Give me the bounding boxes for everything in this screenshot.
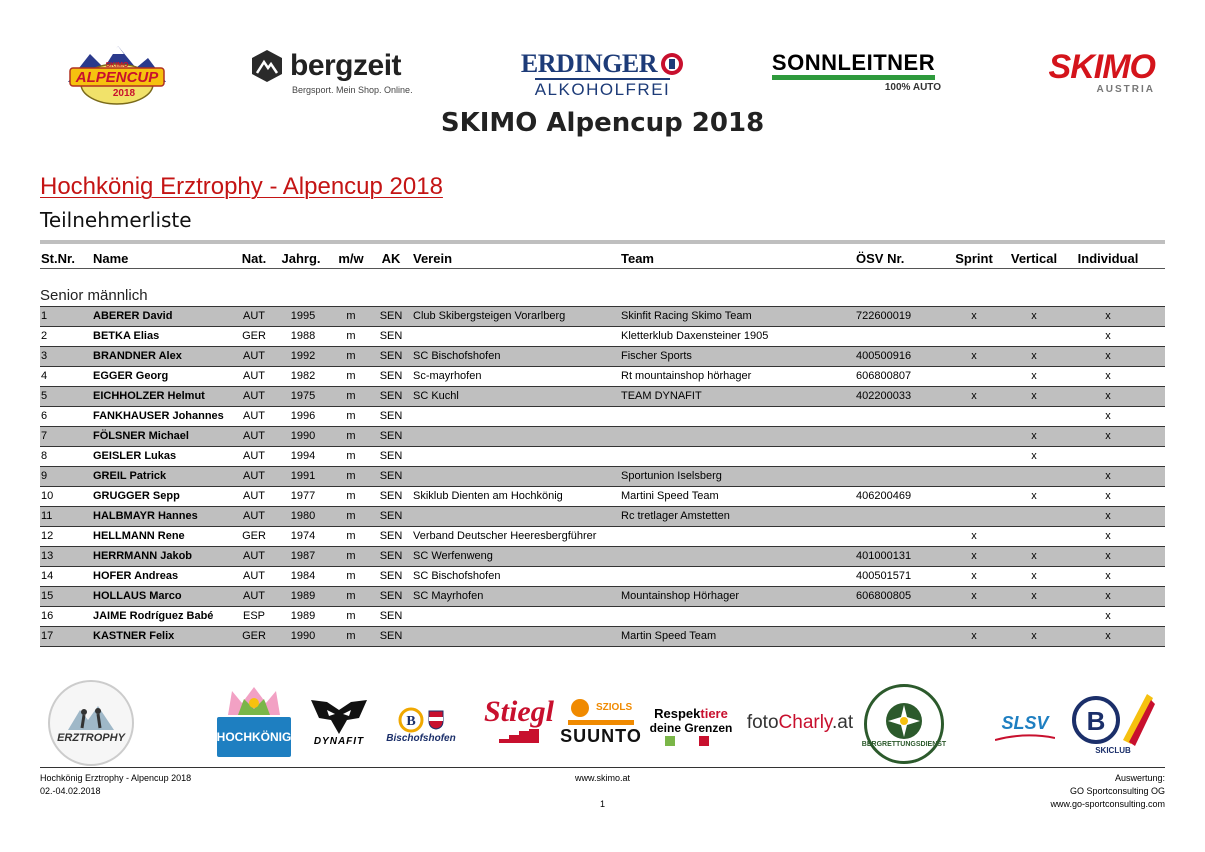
stairs-icon — [499, 729, 539, 743]
cell-nat: AUT — [243, 450, 265, 462]
page-number: 1 — [599, 799, 605, 809]
participant-table — [40, 240, 1165, 642]
dynafit-logo — [300, 690, 378, 752]
cell-vertical: x — [1031, 370, 1037, 382]
cell-verein: Verband Deutscher Heeresbergführer — [413, 530, 597, 542]
header-stnr: St.Nr. — [41, 251, 75, 266]
cell-verein: Sc-mayrhofen — [413, 370, 482, 382]
cell-name: KASTNER Felix — [93, 630, 175, 642]
svg-text:2018: 2018 — [112, 88, 136, 99]
cell-ak: SEN — [379, 350, 403, 362]
table-header-row — [40, 244, 1165, 269]
cell-jahrg: 1992 — [290, 350, 316, 362]
skiclub-b-icon — [1071, 690, 1121, 746]
table-row — [40, 387, 1165, 407]
cell-nat: AUT — [243, 550, 265, 562]
footer-event-dates: 02.-04.02.2018 — [40, 786, 101, 796]
page-title: SKIMO Alpencup 2018 — [440, 108, 765, 138]
header-team: Team — [621, 251, 654, 266]
table-row — [40, 587, 1165, 607]
cell-osv: 402200033 — [856, 390, 912, 402]
cell-individual: x — [1105, 430, 1111, 442]
cell-sprint: x — [971, 590, 977, 602]
footer-website: www.skimo.at — [574, 773, 630, 783]
cell-nat: AUT — [243, 390, 265, 402]
cell-ak: SEN — [379, 590, 403, 602]
skiclub-flag-icon — [1121, 690, 1155, 746]
slsv-logo — [990, 706, 1060, 748]
cell-stnr: 9 — [41, 470, 48, 482]
cell-verein: SC Werfenweng — [413, 550, 493, 562]
cell-team: Fischer Sports — [621, 350, 692, 362]
cell-team: Martini Speed Team — [621, 490, 719, 502]
table-row — [40, 607, 1165, 627]
cell-individual: x — [1105, 490, 1111, 502]
cell-sprint: x — [971, 310, 977, 322]
cell-jahrg: 1994 — [290, 450, 316, 462]
cell-jahrg: 1995 — [290, 310, 316, 322]
bergzeit-tagline: Bergsport. Mein Shop. Online. — [292, 85, 413, 95]
cell-ak: SEN — [379, 550, 403, 562]
cell-name: BETKA Elias — [93, 330, 160, 342]
cell-name: HALBMAYR Hannes — [93, 510, 198, 522]
cell-stnr: 7 — [41, 430, 48, 442]
sonnleitner-logo — [766, 50, 941, 94]
cell-stnr: 13 — [41, 550, 54, 562]
header-sprint: Sprint — [955, 251, 993, 266]
cell-nat: GER — [242, 330, 266, 342]
cell-nat: AUT — [243, 350, 265, 362]
cell-individual: x — [1105, 530, 1111, 542]
cell-ak: SEN — [379, 570, 403, 582]
table-row — [40, 327, 1165, 347]
cell-ak: SEN — [379, 390, 403, 402]
cell-nat: AUT — [243, 490, 265, 502]
cell-team: Skinfit Racing Skimo Team — [621, 310, 752, 322]
cell-stnr: 16 — [41, 610, 54, 622]
bischofshofen-wordmark: Bischofshofen — [386, 732, 456, 744]
cell-vertical: x — [1031, 390, 1037, 402]
cell-nat: GER — [242, 530, 266, 542]
cell-sprint: x — [971, 530, 977, 542]
cell-name: ABERER David — [93, 310, 173, 322]
stiegl-logo — [483, 688, 555, 750]
table-row — [40, 507, 1165, 527]
header-name: Name — [93, 251, 129, 266]
svg-text:SKIMO: SKIMO — [105, 62, 129, 69]
cell-sprint: x — [971, 630, 977, 642]
skimo-austria-logo — [1020, 44, 1155, 100]
cell-name: BRANDNER Alex — [93, 350, 182, 362]
cell-jahrg: 1990 — [290, 630, 316, 642]
cell-jahrg: 1982 — [290, 370, 316, 382]
cell-nat: ESP — [242, 610, 265, 622]
svg-text:SZIOLS: SZIOLS — [596, 701, 633, 713]
list-title: Teilnehmerliste — [40, 208, 192, 232]
sziols-sun-icon — [566, 696, 636, 726]
cell-jahrg: 1987 — [290, 550, 316, 562]
erztrophy-logo — [48, 680, 134, 766]
cell-mw: m — [346, 610, 356, 622]
cell-vertical: x — [1031, 570, 1037, 582]
cell-stnr: 14 — [41, 570, 54, 582]
cell-ak: SEN — [379, 430, 403, 442]
cell-vertical: x — [1031, 350, 1037, 362]
respektiere-logo — [648, 696, 734, 756]
respektiere-subline: deine Grenzen — [649, 720, 733, 735]
cell-vertical: x — [1031, 450, 1037, 462]
cell-ak: SEN — [379, 310, 403, 322]
table-row — [40, 447, 1165, 467]
cell-ak: SEN — [379, 510, 403, 522]
cell-stnr: 4 — [41, 370, 48, 382]
table-row — [40, 427, 1165, 447]
table-row — [40, 367, 1165, 387]
cell-vertical: x — [1031, 430, 1037, 442]
cell-mw: m — [346, 450, 356, 462]
cell-jahrg: 1990 — [290, 430, 316, 442]
footer-company: GO Sportconsulting OG — [1069, 786, 1165, 796]
cell-team: Rc tretlager Amstetten — [621, 510, 730, 522]
bergrettung-wordmark: BERGRETTUNGSDIENST — [861, 740, 947, 748]
cell-mw: m — [346, 470, 356, 482]
cell-mw: m — [346, 510, 356, 522]
cell-sprint: x — [971, 570, 977, 582]
svg-text:B: B — [406, 713, 416, 729]
cell-name: FÖLSNER Michael — [93, 430, 189, 442]
cell-stnr: 2 — [41, 330, 48, 342]
header-osv: ÖSV Nr. — [856, 251, 905, 266]
fotocharly-logo — [744, 705, 856, 741]
bergzeit-wordmark: bergzeit — [290, 49, 402, 82]
cell-name: GRUGGER Sepp — [93, 490, 180, 502]
cell-team: Kletterklub Daxensteiner 1905 — [621, 330, 769, 342]
table-row — [40, 567, 1165, 587]
header-nat: Nat. — [241, 251, 267, 266]
cell-jahrg: 1977 — [290, 490, 316, 502]
cell-individual: x — [1105, 330, 1111, 342]
cell-nat: AUT — [243, 470, 265, 482]
cell-osv: 400500916 — [856, 350, 912, 362]
stiegl-wordmark: Stiegl — [483, 695, 554, 728]
cell-jahrg: 1975 — [290, 390, 316, 402]
cell-stnr: 6 — [41, 410, 48, 422]
table-body — [40, 306, 1165, 647]
table-row — [40, 467, 1165, 487]
table-row — [40, 547, 1165, 567]
cell-vertical: x — [1031, 490, 1037, 502]
cell-team: Mountainshop Hörhager — [621, 590, 740, 602]
cell-individual: x — [1105, 610, 1111, 622]
erztrophy-wordmark: ERZTROPHY — [57, 732, 125, 744]
cell-mw: m — [346, 550, 356, 562]
cell-vertical: x — [1031, 630, 1037, 642]
header-verein: Verein — [413, 251, 453, 266]
edelweiss-icon — [884, 701, 924, 741]
suunto-logo — [560, 686, 642, 756]
header-mw: m/w — [338, 251, 364, 266]
cell-stnr: 11 — [41, 510, 53, 522]
cell-osv: 401000131 — [856, 550, 912, 562]
cell-mw: m — [346, 330, 356, 342]
table-row — [40, 407, 1165, 427]
cell-verein: SC Bischofshofen — [413, 350, 501, 362]
hochkoenig-logo — [215, 683, 293, 759]
cell-mw: m — [346, 570, 356, 582]
footer-company-url: www.go-sportconsulting.com — [1050, 799, 1165, 809]
cell-ak: SEN — [379, 470, 403, 482]
cell-sprint: x — [971, 550, 977, 562]
bergzeit-logo — [250, 44, 422, 100]
svg-text:B: B — [1086, 705, 1106, 736]
cell-stnr: 3 — [41, 350, 48, 362]
footer-divider — [40, 767, 1165, 768]
cell-stnr: 8 — [41, 450, 48, 462]
section-title: Senior männlich — [40, 287, 148, 304]
cell-stnr: 5 — [41, 390, 48, 402]
table-row — [40, 487, 1165, 507]
cell-jahrg: 1996 — [290, 410, 316, 422]
cell-name: HOLLAUS Marco — [93, 590, 182, 602]
cell-individual: x — [1105, 370, 1111, 382]
cell-jahrg: 1984 — [290, 570, 316, 582]
cell-name: GEISLER Lukas — [93, 450, 177, 462]
cell-stnr: 1 — [41, 310, 48, 322]
sonnleitner-subline: 100% AUTO — [884, 81, 941, 93]
fotocharly-wordmark-c: .at — [832, 712, 854, 733]
cell-verein: Club Skibergsteigen Vorarlberg — [413, 310, 566, 322]
cell-jahrg: 1980 — [290, 510, 316, 522]
cell-ak: SEN — [379, 330, 403, 342]
skiclub-logo — [1068, 690, 1158, 754]
alpencup-logo-graphic — [62, 40, 172, 106]
cell-name: JAIME Rodríguez Babé — [93, 610, 214, 622]
cell-jahrg: 1989 — [290, 610, 316, 622]
cell-stnr: 17 — [41, 630, 54, 642]
cell-nat: AUT — [243, 310, 265, 322]
cell-team: Sportunion Iselsberg — [621, 470, 722, 482]
cell-nat: AUT — [243, 430, 265, 442]
cell-verein: SC Mayrhofen — [413, 590, 484, 602]
cell-verein: SC Kuchl — [413, 390, 459, 402]
fotocharly-wordmark-a: foto — [746, 712, 779, 733]
cell-team: Martin Speed Team — [621, 630, 717, 642]
cell-ak: SEN — [379, 370, 403, 382]
cell-mw: m — [346, 630, 356, 642]
cell-mw: m — [346, 590, 356, 602]
skimo-wordmark: SKIMO — [1048, 47, 1155, 86]
cell-mw: m — [346, 390, 356, 402]
cell-jahrg: 1974 — [290, 530, 316, 542]
slsv-swoosh-icon — [995, 734, 1055, 742]
fotocharly-wordmark-b: Charly — [778, 712, 833, 733]
cell-individual: x — [1105, 410, 1111, 422]
cell-ak: SEN — [379, 490, 403, 502]
header-jahrg: Jahrg. — [281, 251, 321, 266]
svg-text:ALPENCUP: ALPENCUP — [75, 69, 159, 86]
cell-mw: m — [346, 410, 356, 422]
cell-vertical: x — [1031, 310, 1037, 322]
cell-sprint: x — [971, 350, 977, 362]
cell-individual: x — [1105, 550, 1111, 562]
bischofshofen-b-icon — [398, 707, 424, 733]
sonnleitner-wordmark: SONNLEITNER — [772, 52, 935, 80]
cell-osv: 400501571 — [856, 570, 912, 582]
cell-nat: AUT — [243, 510, 265, 522]
race-title: Hochkönig Erztrophy - Alpencup 2018 — [40, 173, 443, 200]
skiclub-wordmark: SKICLUB — [1095, 745, 1131, 755]
header-vertical: Vertical — [1010, 251, 1058, 266]
skitourer-icon — [66, 702, 116, 732]
cell-jahrg: 1989 — [290, 590, 316, 602]
cell-mw: m — [346, 350, 356, 362]
snow-leopard-icon — [307, 696, 371, 736]
table-row — [40, 627, 1165, 647]
cell-verein: Skiklub Dienten am Hochkönig — [413, 490, 563, 502]
cell-team: Rt mountainshop hörhager — [621, 370, 752, 382]
header-ak: AK — [381, 251, 401, 266]
cell-mw: m — [346, 530, 356, 542]
cell-ak: SEN — [379, 410, 403, 422]
bergzeit-mountain-icon — [250, 49, 284, 83]
cell-ak: SEN — [379, 530, 403, 542]
suunto-wordmark: SUUNTO — [560, 725, 642, 746]
cell-mw: m — [346, 310, 356, 322]
hochkoenig-wordmark: HOCHKÖNIG — [217, 717, 291, 757]
cell-vertical: x — [1031, 590, 1037, 602]
respektiere-wordmark-a: Respek — [654, 705, 701, 721]
cell-name: HERRMANN Jakob — [93, 550, 193, 562]
cell-ak: SEN — [379, 610, 403, 622]
cell-mw: m — [346, 490, 356, 502]
cell-nat: AUT — [243, 570, 265, 582]
cell-osv: 406200469 — [856, 490, 912, 502]
cell-name: FANKHAUSER Johannes — [93, 410, 224, 422]
respektiere-emblem-icon — [661, 735, 721, 747]
cell-nat: AUT — [243, 370, 265, 382]
cell-individual: x — [1105, 310, 1111, 322]
cell-osv: 606800805 — [856, 590, 912, 602]
cell-name: EGGER Georg — [93, 370, 169, 382]
cell-individual: x — [1105, 390, 1111, 402]
bischofshofen-logo — [380, 700, 462, 750]
table-row — [40, 527, 1165, 547]
cell-name: HOFER Andreas — [93, 570, 179, 582]
footer-event-name: Hochkönig Erztrophy - Alpencup 2018 — [40, 773, 192, 783]
cell-individual: x — [1105, 470, 1111, 482]
erdinger-logo — [520, 46, 685, 102]
cell-name: GREIL Patrick — [93, 470, 167, 482]
table-row — [40, 347, 1165, 367]
cell-stnr: 12 — [41, 530, 54, 542]
cell-individual: x — [1105, 570, 1111, 582]
alpencup-logo — [62, 40, 172, 106]
cell-stnr: 10 — [41, 490, 54, 502]
cell-name: HELLMANN Rene — [93, 530, 185, 542]
skimo-subline: AUSTRIA — [1096, 83, 1155, 95]
cell-jahrg: 1988 — [290, 330, 316, 342]
dynafit-wordmark: DYNAFIT — [313, 735, 365, 747]
cell-vertical: x — [1031, 550, 1037, 562]
cell-team: TEAM DYNAFIT — [621, 390, 702, 402]
cell-nat: AUT — [243, 590, 265, 602]
table-row — [40, 306, 1165, 327]
cell-ak: SEN — [379, 630, 403, 642]
erdinger-seal-icon — [660, 52, 684, 76]
cell-individual: x — [1105, 350, 1111, 362]
header-individual: Individual — [1077, 251, 1139, 266]
respektiere-wordmark-b: tiere — [700, 705, 728, 721]
cell-osv: 606800807 — [856, 370, 912, 382]
slsv-wordmark: SLSV — [1001, 712, 1049, 733]
crown-icon — [226, 685, 282, 717]
cell-individual: x — [1105, 590, 1111, 602]
erdinger-subline: ALKOHOLFREI — [534, 79, 671, 99]
cell-osv: 722600019 — [856, 310, 912, 322]
cell-mw: m — [346, 370, 356, 382]
cell-nat: GER — [242, 630, 266, 642]
cell-verein: SC Bischofshofen — [413, 570, 501, 582]
erdinger-wordmark: ERDINGER — [520, 48, 658, 78]
footer-right — [900, 772, 1165, 811]
cell-individual: x — [1105, 510, 1111, 522]
cell-sprint: x — [971, 390, 977, 402]
bergrettung-logo — [861, 684, 947, 764]
cell-stnr: 15 — [41, 590, 54, 602]
cell-ak: SEN — [379, 450, 403, 462]
cell-mw: m — [346, 430, 356, 442]
coat-of-arms-icon — [428, 710, 444, 730]
cell-nat: AUT — [243, 410, 265, 422]
cell-jahrg: 1991 — [290, 470, 316, 482]
cell-name: EICHHOLZER Helmut — [93, 390, 205, 402]
footer-evaluation-label: Auswertung: — [1114, 773, 1165, 783]
cell-individual: x — [1105, 630, 1111, 642]
